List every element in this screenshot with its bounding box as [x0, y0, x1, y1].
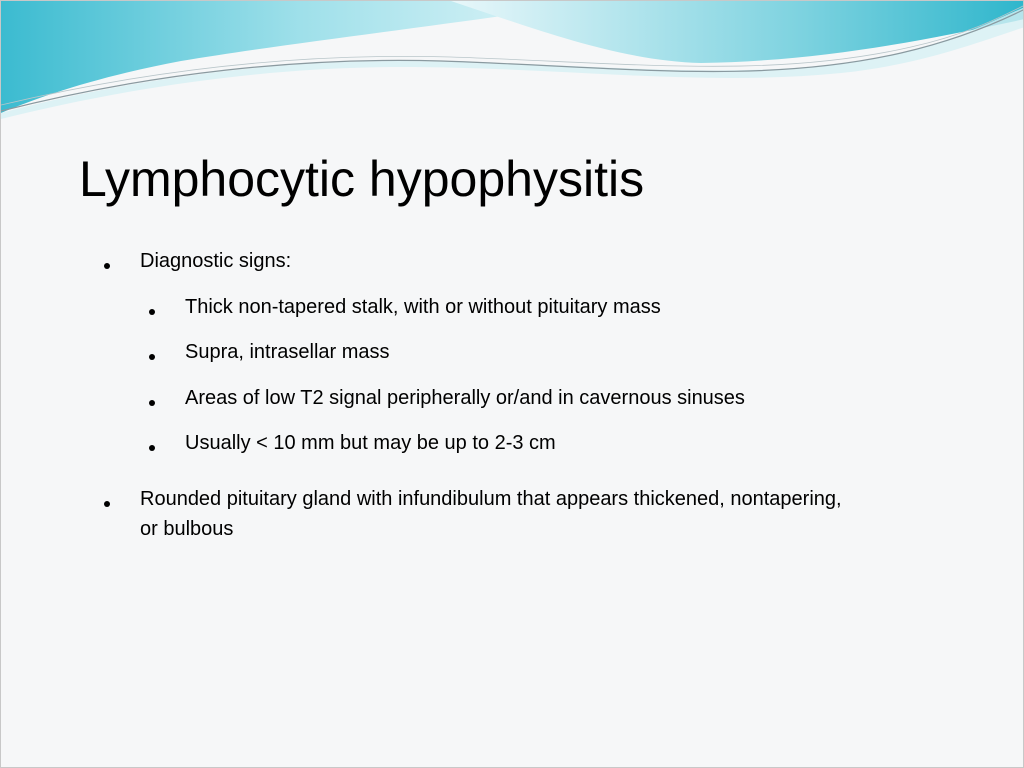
slide-title: Lymphocytic hypophysitis [79, 151, 645, 207]
bullet-icon [149, 309, 155, 315]
bullet-list [1, 1, 1024, 768]
bullet-text: Rounded pituitary gland with infundibulum that appears thickened, nontapering, or bulbous [140, 488, 842, 540]
bullet-icon [149, 445, 155, 451]
bullet-text: Diagnostic signs: [140, 250, 292, 272]
bullet-icon [149, 400, 155, 406]
bullet-icon [104, 501, 110, 507]
bullet-icon [104, 263, 110, 269]
sub-bullet-text: Areas of low T2 signal peripherally or/and in cavernous sinuses [185, 387, 745, 409]
sub-bullet-text: Usually < 10 mm but may be up to 2-3 cm [185, 432, 556, 454]
bullet-icon [149, 354, 155, 360]
sub-bullet-text: Supra, intrasellar mass [185, 341, 390, 363]
sub-bullet-text: Thick non-tapered stalk, with or without pituitary mass [185, 296, 661, 318]
